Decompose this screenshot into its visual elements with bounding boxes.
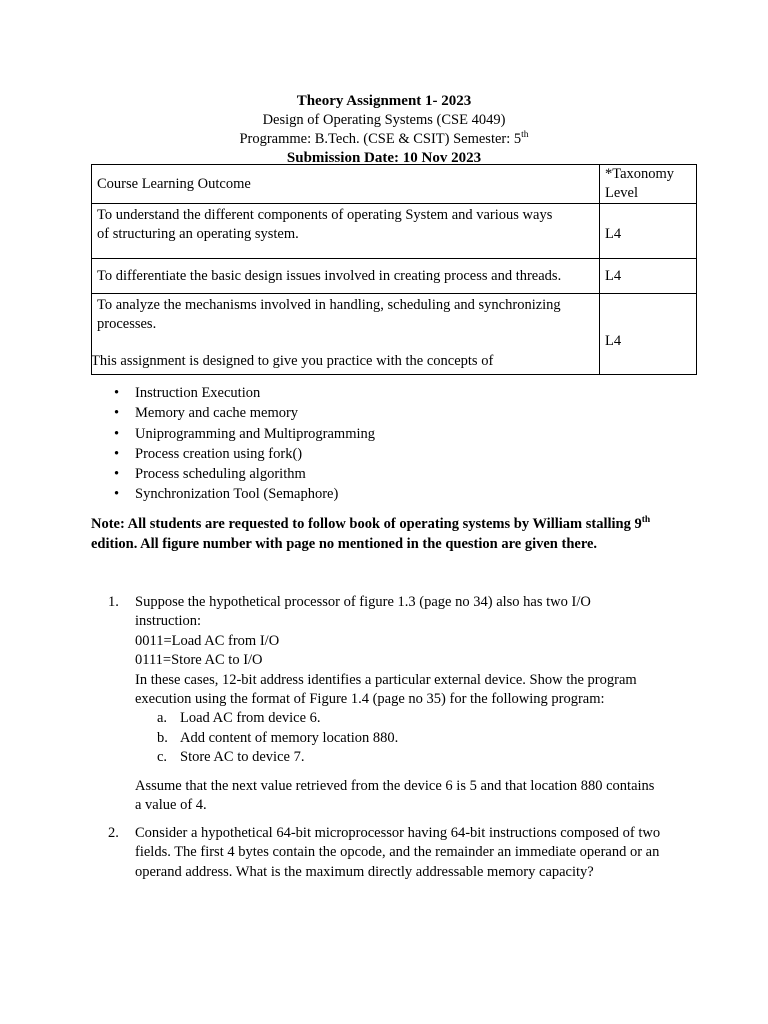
sub-item-label: c. <box>157 749 168 766</box>
question-body <box>135 593 678 815</box>
sub-item-label: b. <box>157 729 168 746</box>
list-item: • Process scheduling algorithm <box>91 464 375 484</box>
sub-item <box>135 729 678 748</box>
taxonomy-level-cell: L4 <box>600 204 697 259</box>
sub-item-text: Load AC from device 6. <box>180 710 321 727</box>
submission-date: Submission Date: 10 Nov 2023 <box>286 150 482 166</box>
taxonomy-header-line1: *Taxonomy <box>605 166 675 182</box>
intro-text: This assignment is designed to give you practice with the concepts of <box>91 353 494 369</box>
list-item: • Process creation using fork() <box>91 444 375 464</box>
list-item: • Memory and cache memory <box>91 403 375 423</box>
outcome-cell <box>92 204 600 259</box>
sub-item-label: a. <box>157 710 168 727</box>
question-number: 1. <box>108 594 119 610</box>
question-line: execution using the format of Figure 1.4 (page no 35) for the following program: <box>135 691 605 708</box>
question-line: 0011=Load AC from I/O <box>135 632 280 649</box>
question-number: 2. <box>108 825 119 841</box>
sub-item-text: Add content of memory location 880. <box>180 729 399 746</box>
outcome-cell: To differentiate the basic design issues involved in creating process and threads. <box>92 259 600 294</box>
table-row <box>92 259 697 294</box>
document-header <box>0 92 768 168</box>
question-line: fields. The first 4 bytes contain the opcode, and the remainder an immediate operand or an <box>135 844 660 861</box>
course-name: Design of Operating Systems (CSE 4049) <box>262 112 506 128</box>
outcome-text-line: of structuring an operating system. <box>97 226 299 242</box>
question-line: 0111=Store AC to I/O <box>135 652 263 669</box>
learning-outcome-table <box>91 164 697 375</box>
taxonomy-header <box>600 165 697 204</box>
question-1 <box>108 593 678 815</box>
outcome-text-line: To understand the different components of operating System and various ways <box>97 207 553 223</box>
edition-superscript: th <box>641 515 651 526</box>
note-paragraph <box>91 514 691 554</box>
question-line: Suppose the hypothetical processor of figure 1.3 (page no 34) also has two I/O <box>135 594 591 610</box>
question-line: Assume that the next value retrieved from the device 6 is 5 and that location 880 contains <box>135 777 655 794</box>
list-item: • Uniprogramming and Multiprogramming <box>91 424 375 444</box>
question-line: Consider a hypothetical 64-bit microprocessor having 64-bit instructions composed of two <box>135 825 661 841</box>
taxonomy-header-line2: Level <box>605 185 639 201</box>
question-2 <box>108 824 678 882</box>
semester-superscript: th <box>521 130 529 141</box>
question-line: a value of 4. <box>135 797 207 814</box>
question-line: In these cases, 12-bit address identifies a particular external device. Show the program <box>135 671 637 688</box>
question-body <box>135 824 678 882</box>
question-line: instruction: <box>135 613 202 630</box>
outcome-header: Course Learning Outcome <box>92 165 600 204</box>
sub-item <box>135 709 678 728</box>
note-line2: edition. All figure number with page no mentioned in the question are given there. <box>91 536 598 552</box>
note-line1: Note: All students are requested to follow book of operating systems by William stalling 9 <box>91 516 642 532</box>
taxonomy-level-cell: L4 <box>600 259 697 294</box>
sub-item-text: Store AC to device 7. <box>180 749 305 766</box>
question-line: operand address. What is the maximum directly addressable memory capacity? <box>135 863 594 880</box>
concepts-list <box>91 383 375 505</box>
list-item: • Synchronization Tool (Semaphore) <box>91 484 375 504</box>
programme-text: Programme: B.Tech. (CSE & CSIT) Semester: 5 <box>239 131 522 147</box>
sub-item <box>135 748 678 767</box>
programme-line <box>0 130 768 149</box>
taxonomy-level-cell: L4 <box>600 294 697 375</box>
table-row <box>92 204 697 259</box>
list-item: • Instruction Execution <box>91 383 375 403</box>
outcome-text-line: processes. <box>97 316 157 332</box>
table-header-row <box>92 165 697 204</box>
document-title: Theory Assignment 1- 2023 <box>296 93 472 109</box>
outcome-text-line: To analyze the mechanisms involved in handling, scheduling and synchronizing <box>97 297 561 313</box>
